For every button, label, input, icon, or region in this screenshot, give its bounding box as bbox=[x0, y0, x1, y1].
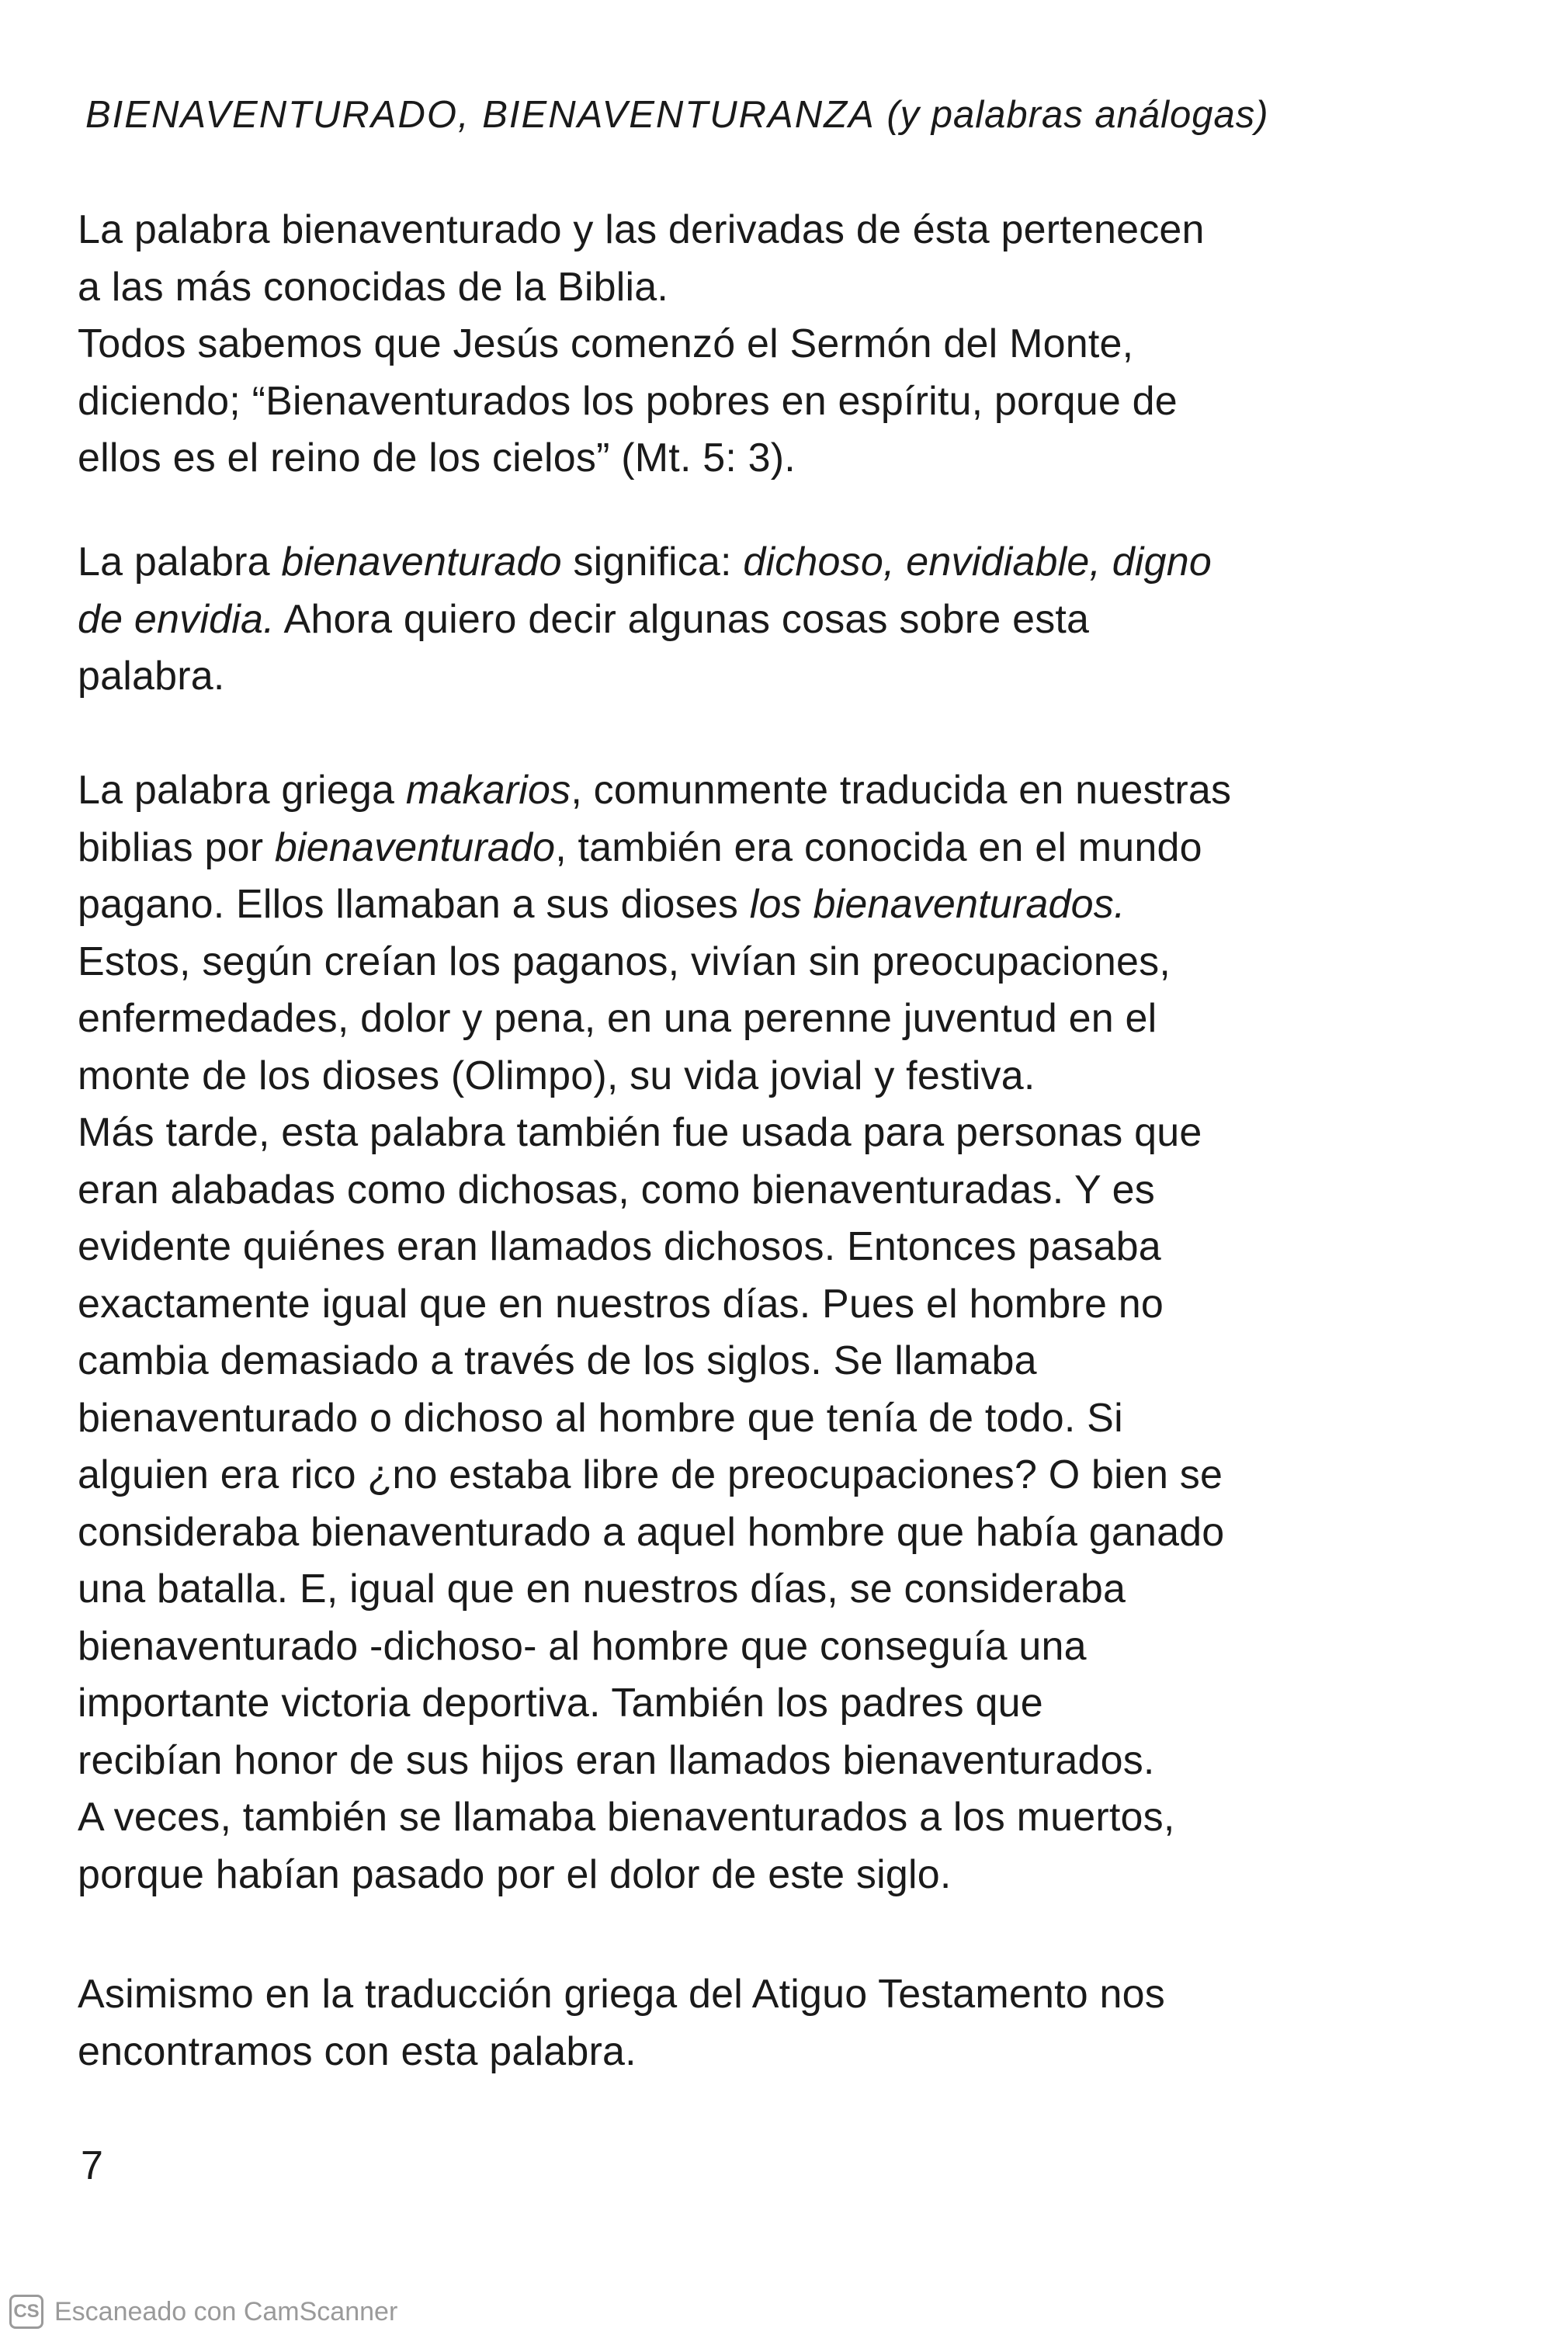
page-title bbox=[85, 92, 1483, 138]
text-line: porque habían pasado por el dolor de este siglo. bbox=[78, 1851, 952, 1897]
text-line bbox=[78, 876, 1475, 934]
text-line bbox=[78, 534, 1475, 592]
italic-term: bienaventurado bbox=[281, 540, 562, 585]
text-line: Estos, según creían los paganos, vivían sin preocupaciones, bbox=[78, 939, 1171, 984]
watermark-text: Escaneado con CamScanner bbox=[54, 2297, 398, 2326]
text-line: bienaventurado -dichoso- al hombre que conseguía una bbox=[78, 1623, 1087, 1669]
title-main: BIENAVENTURADO, BIENAVENTURANZA bbox=[85, 94, 876, 136]
text-line: Más tarde, esta palabra también fue usada para personas que bbox=[78, 1110, 1202, 1155]
text-line bbox=[78, 592, 1475, 649]
italic-term: de envidia. bbox=[78, 596, 275, 642]
text-run: La palabra bbox=[78, 540, 282, 585]
italic-term: dichoso, envidiable, digno bbox=[743, 540, 1212, 585]
text-line: encontramos con esta palabra. bbox=[78, 2028, 637, 2074]
text-line: alguien era rico ¿no estaba libre de preocupaciones? O bien se bbox=[78, 1452, 1223, 1497]
text-line: una batalla. E, igual que en nuestros días, se consideraba bbox=[78, 1567, 1126, 1612]
text-line: monte de los dioses (Olimpo), su vida jovial y festiva. bbox=[78, 1053, 1036, 1098]
text-line: ellos es el reino de los cielos” (Mt. 5: 3). bbox=[78, 435, 796, 481]
title-subtitle: (y palabras análogas) bbox=[886, 94, 1269, 136]
text-line: diciendo; “Bienaventurados los pobres en espíritu, porque de bbox=[78, 378, 1178, 424]
text-line: palabra. bbox=[78, 654, 225, 699]
scanner-watermark bbox=[9, 2295, 397, 2329]
camscanner-logo-icon: CS bbox=[9, 2295, 43, 2329]
paragraph-intro bbox=[78, 202, 1475, 487]
italic-term: makarios bbox=[405, 768, 571, 813]
italic-term: los bienaventurados. bbox=[749, 882, 1126, 927]
text-line bbox=[78, 820, 1475, 877]
text-run: biblias por bbox=[78, 824, 275, 870]
text-line: recibían honor de sus hijos eran llamados bienaventurados. bbox=[78, 1737, 1155, 1783]
text-line: enfermedades, dolor y pena, en una perenne juventud en el bbox=[78, 996, 1157, 1041]
text-run: Ahora quiero decir algunas cosas sobre esta bbox=[274, 596, 1090, 642]
text-line: importante victoria deportiva. También los padres que bbox=[78, 1681, 1043, 1726]
text-line: La palabra bienaventurado y las derivadas de ésta pertenecen bbox=[78, 207, 1205, 252]
text-line: Todos sabemos que Jesús comenzó el Sermón del Monte, bbox=[78, 321, 1134, 366]
text-line: exactamente igual que en nuestros días. Pues el hombre no bbox=[78, 1281, 1164, 1327]
paragraph-makarios bbox=[78, 762, 1475, 1903]
text-line: Asimismo en la traducción griega del Atiguo Testamento nos bbox=[78, 1972, 1165, 2017]
text-line: a las más conocidas de la Biblia. bbox=[78, 264, 669, 310]
page-number: 7 bbox=[81, 2143, 103, 2188]
text-run: La palabra griega bbox=[78, 768, 406, 813]
text-line: A veces, también se llamaba bienaventurados a los muertos, bbox=[78, 1795, 1175, 1840]
text-run: , comunmente traducida en nuestras bbox=[571, 768, 1232, 813]
text-run: , también era conocida en el mundo bbox=[555, 824, 1202, 870]
text-line: bienaventurado o dichoso al hombre que tenía de todo. Si bbox=[78, 1395, 1123, 1441]
text-run: significa: bbox=[561, 540, 744, 585]
text-line: eran alabadas como dichosas, como bienaventuradas. Y es bbox=[78, 1167, 1155, 1213]
italic-term: bienaventurado bbox=[274, 824, 556, 870]
text-line: consideraba bienaventurado a aquel hombre que había ganado bbox=[78, 1509, 1225, 1555]
text-line: evidente quiénes eran llamados dichosos. Entonces pasaba bbox=[78, 1224, 1161, 1269]
text-line bbox=[78, 762, 1475, 820]
text-run: pagano. Ellos llamaban a sus dioses bbox=[78, 882, 750, 927]
text-line: cambia demasiado a través de los siglos. Se llamaba bbox=[78, 1338, 1037, 1383]
paragraph-meaning bbox=[78, 534, 1475, 706]
paragraph-old-testament bbox=[78, 1966, 1475, 2080]
